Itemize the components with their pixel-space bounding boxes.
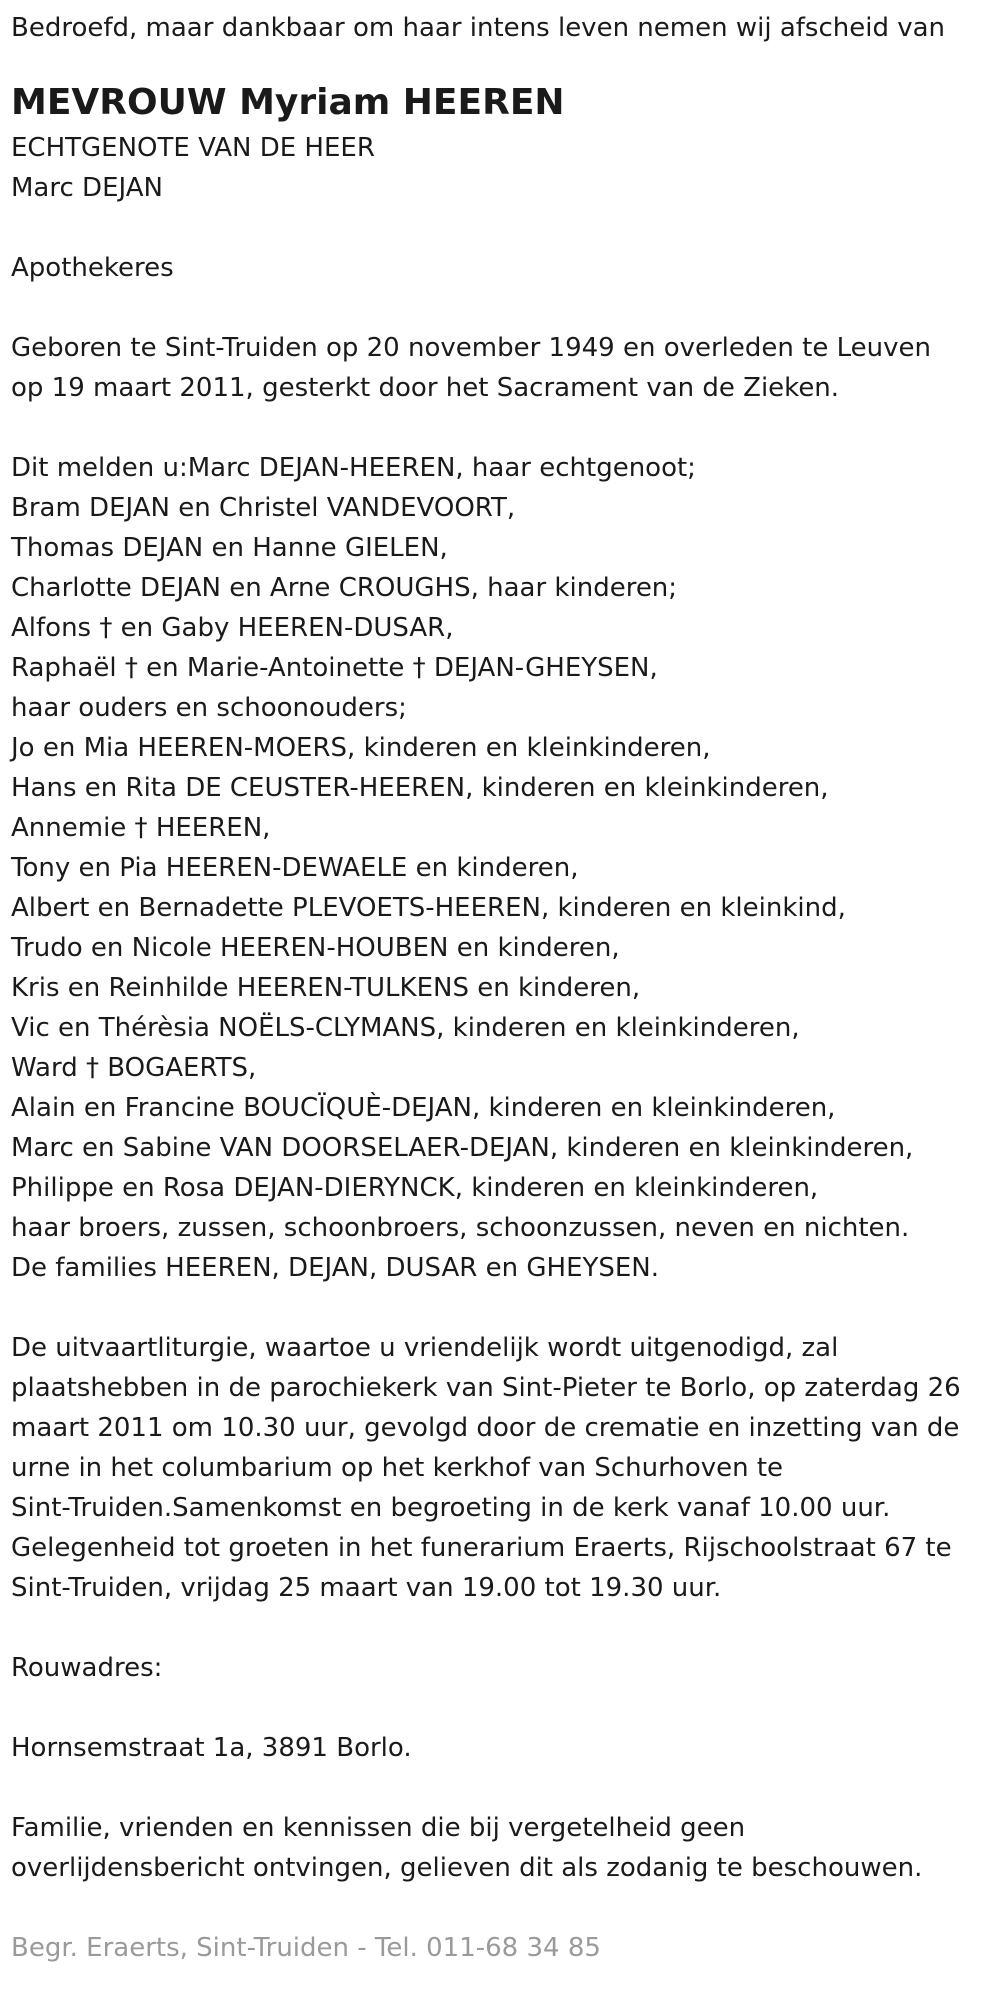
announcer-line: Trudo en Nicole HEEREN-HOUBEN en kinderen, [11,933,620,963]
paragraph-line: op 19 maart 2011, gesterkt door het Sacrament van de Zieken. [11,373,840,403]
announcer-line: haar ouders en schoonouders; [11,693,407,723]
announcers-list [11,448,1000,1288]
paragraph-line: plaatshebben in de parochiekerk van Sint-Pieter te Borlo, op zaterdag 26 [11,1373,961,1403]
announcer-line: Dit melden u:Marc DEJAN-HEEREN, haar echtgenoot; [11,453,696,483]
closing-paragraph [11,1808,1000,1888]
announcer-line: Charlotte DEJAN en Arne CROUGHS, haar kinderen; [11,573,678,603]
announcer-line: Bram DEJAN en Christel VANDEVOORT, [11,493,516,523]
announcer-line: Kris en Reinhilde HEEREN-TULKENS en kinderen, [11,973,641,1003]
paragraph-line: overlijdensbericht ontvingen, gelieven dit als zodanig te beschouwen. [11,1853,923,1883]
spacer [11,1768,1000,1808]
address: Hornsemstraat 1a, 3891 Borlo. [11,1733,412,1763]
funeral-home-footer: Begr. Eraerts, Sint-Truiden - Tel. 011-68 34 85 [11,1933,601,1963]
announcer-line: Tony en Pia HEEREN-DEWAELE en kinderen, [11,853,579,883]
spouse-name: Marc DEJAN [11,173,163,203]
spacer [11,288,1000,328]
paragraph-line: urne in het columbarium op het kerkhof van Schurhoven te [11,1453,784,1483]
paragraph-line: maart 2011 om 10.30 uur, gevolgd door de crematie en inzetting van de [11,1413,960,1443]
announcer-line: Marc en Sabine VAN DOORSELAER-DEJAN, kinderen en kleinkinderen, [11,1133,914,1163]
spouse-title: ECHTGENOTE VAN DE HEER [11,133,375,163]
announcer-line: Hans en Rita DE CEUSTER-HEEREN, kinderen en kleinkinderen, [11,773,829,803]
announcer-line: De families HEEREN, DEJAN, DUSAR en GHEYSEN. [11,1253,660,1283]
birth-death-paragraph [11,328,1000,408]
spacer [11,1288,1000,1328]
announcer-line: Alain en Francine BOUCÏQUÈ-DEJAN, kinderen en kleinkinderen, [11,1093,836,1123]
announcer-line: Thomas DEJAN en Hanne GIELEN, [11,533,448,563]
announcer-line: Raphaël † en Marie-Antoinette † DEJAN-GHEYSEN, [11,653,658,683]
paragraph-line: Familie, vrienden en kennissen die bij vergetelheid geen [11,1813,746,1843]
paragraph-line: Sint-Truiden, vrijdag 25 maart van 19.00 tot 19.30 uur. [11,1573,722,1603]
paragraph-line: De uitvaartliturgie, waartoe u vriendelijk wordt uitgenodigd, zal [11,1333,839,1363]
announcer-line: Vic en Thérèsia NOËLS-CLYMANS, kinderen en kleinkinderen, [11,1013,800,1043]
funeral-paragraph [11,1328,1000,1608]
announcer-line: Annemie † HEEREN, [11,813,271,843]
announcer-line: haar broers, zussen, schoonbroers, schoonzussen, neven en nichten. [11,1213,910,1243]
announcer-line: Jo en Mia HEEREN-MOERS, kinderen en kleinkinderen, [11,733,711,763]
deceased-name: MEVROUW Myriam HEEREN [11,82,565,123]
spacer [11,1608,1000,1648]
paragraph-line: Gelegenheid tot groeten in het funerarium Eraerts, Rijschoolstraat 67 te [11,1533,952,1563]
announcer-line: Alfons † en Gaby HEEREN-DUSAR, [11,613,454,643]
spacer [11,408,1000,448]
spacer [11,208,1000,248]
announcer-line: Ward † BOGAERTS, [11,1053,257,1083]
intro-text: Bedroefd, maar dankbaar om haar intens leven nemen wij afscheid van [11,13,946,43]
spacer [11,1688,1000,1728]
profession: Apothekeres [11,253,174,283]
announcer-line: Albert en Bernadette PLEVOETS-HEEREN, kinderen en kleinkind, [11,893,846,923]
address-label: Rouwadres: [11,1653,163,1683]
paragraph-line: Geboren te Sint-Truiden op 20 november 1949 en overleden te Leuven [11,333,931,363]
paragraph-line: Sint-Truiden.Samenkomst en begroeting in de kerk vanaf 10.00 uur. [11,1493,891,1523]
announcer-line: Philippe en Rosa DEJAN-DIERYNCK, kinderen en kleinkinderen, [11,1173,819,1203]
